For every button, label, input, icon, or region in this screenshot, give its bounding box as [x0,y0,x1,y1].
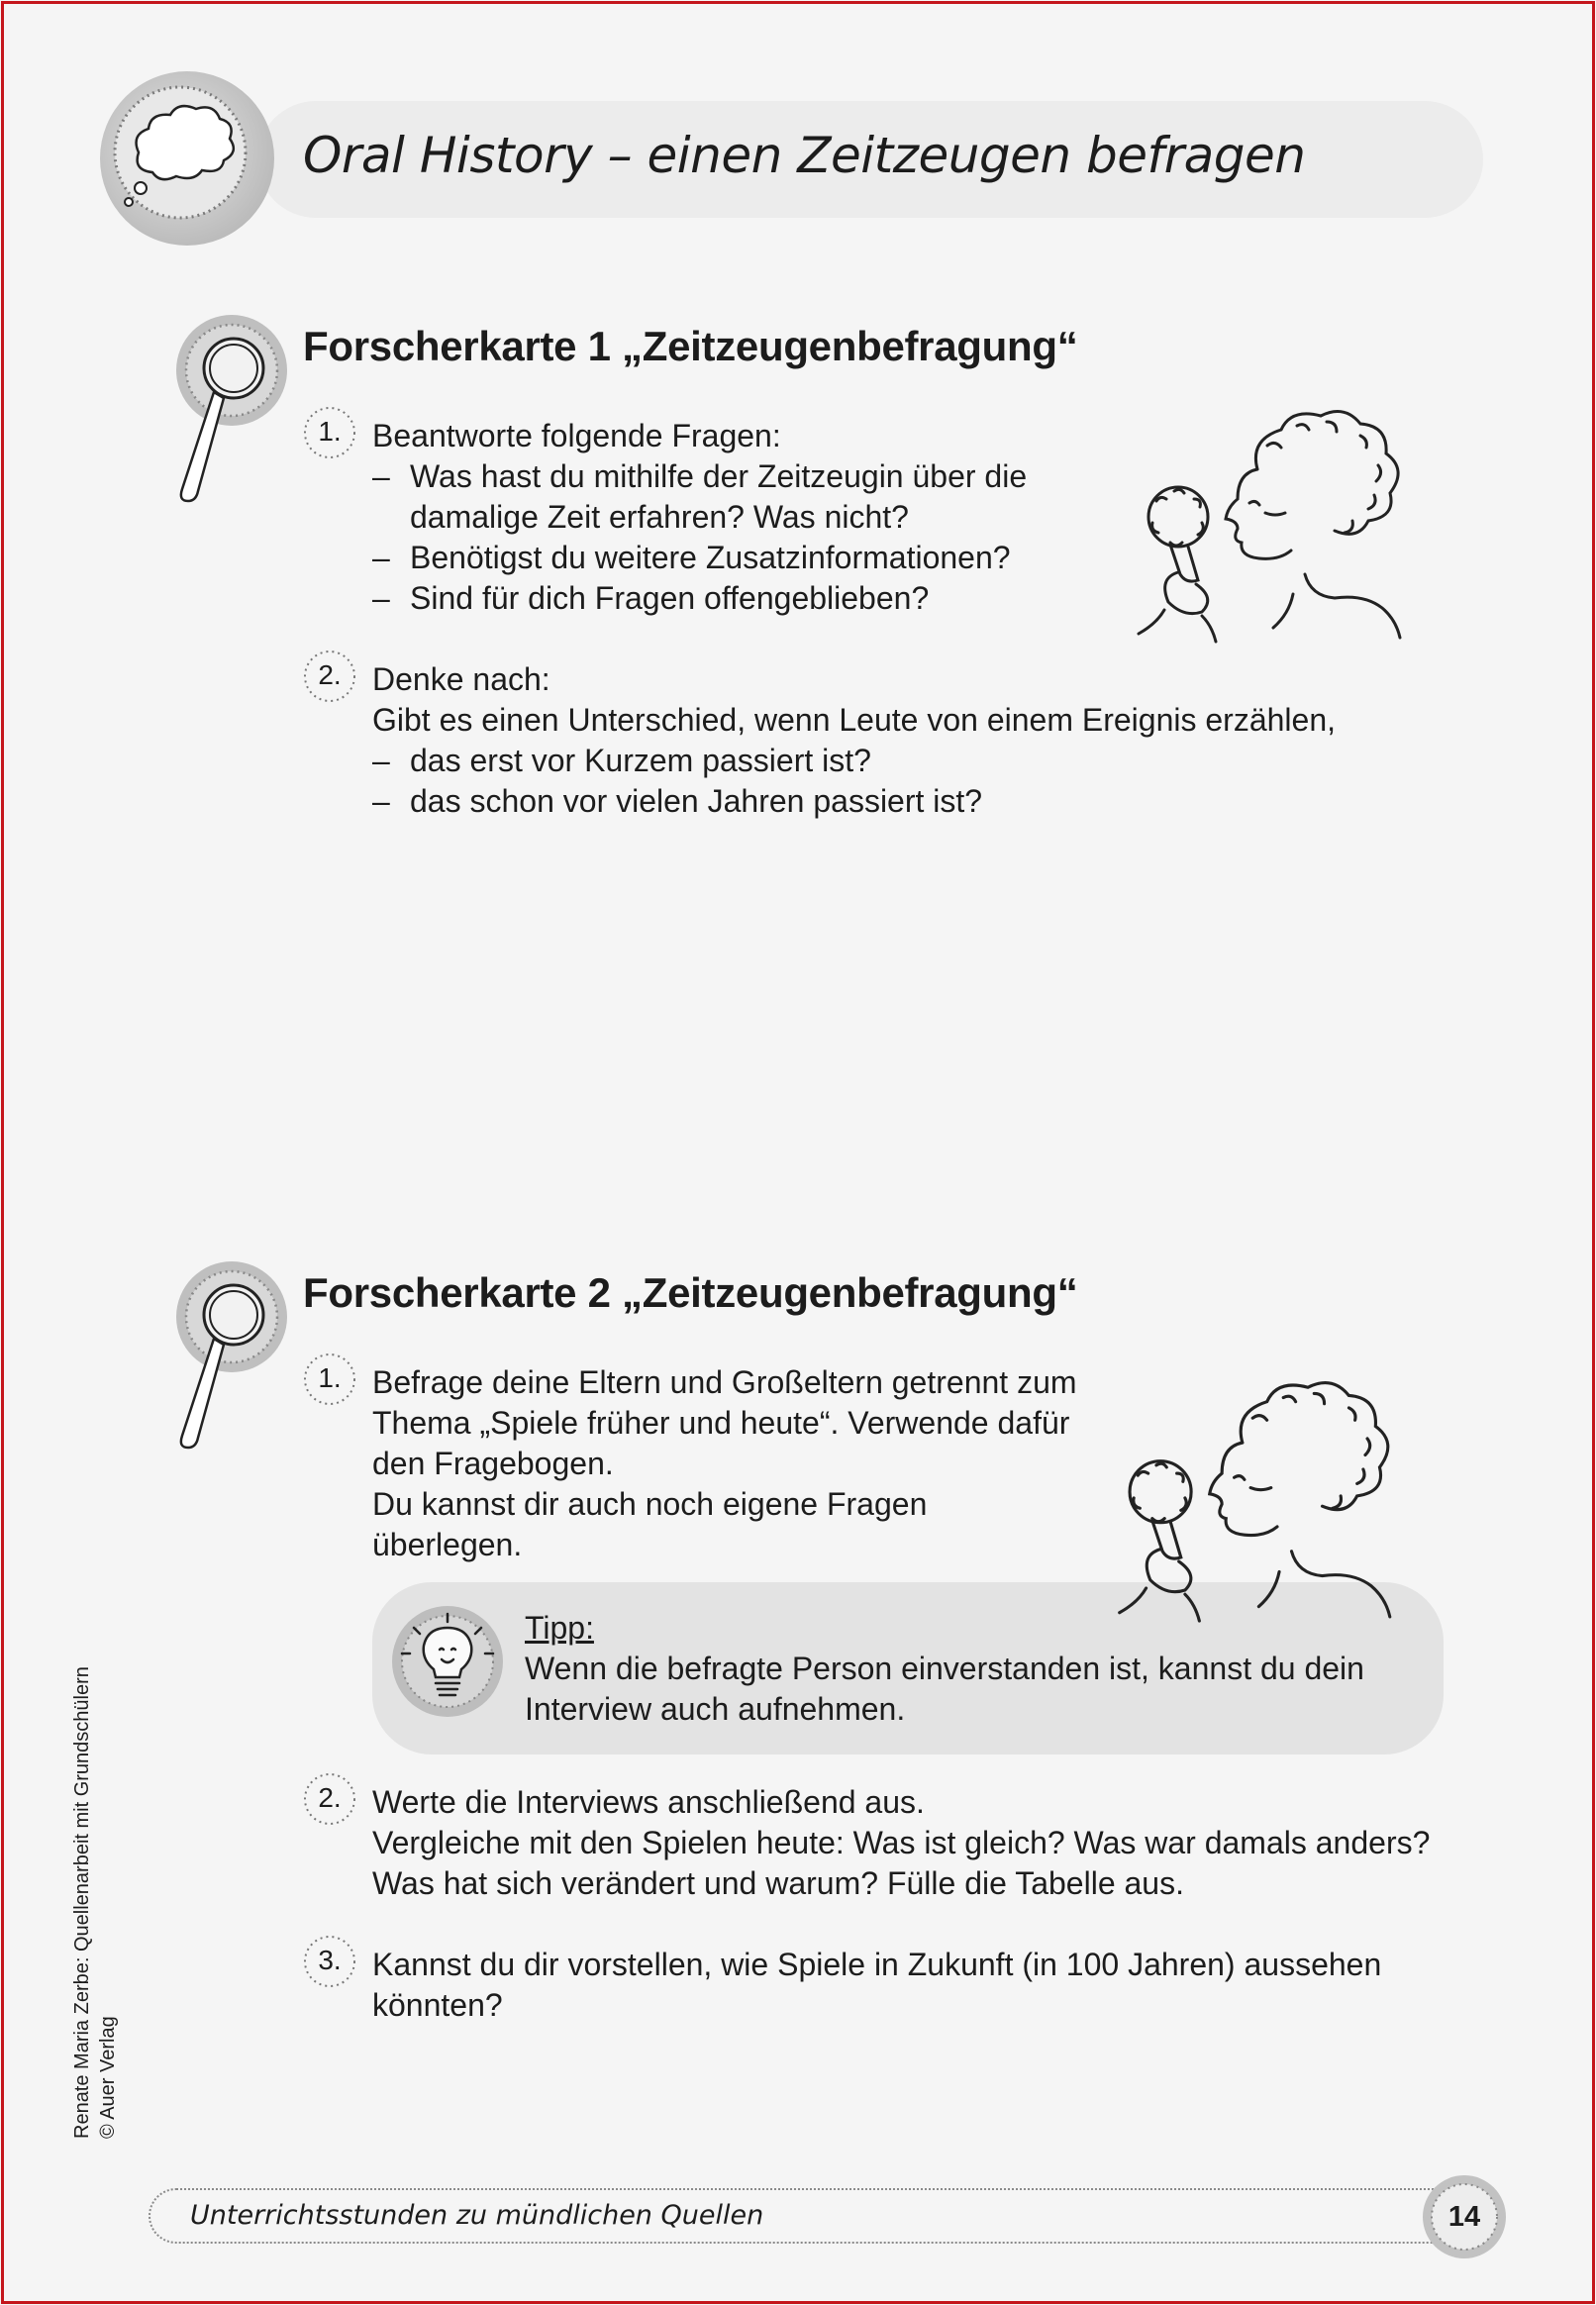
task-number: 2. [318,1782,342,1813]
list-item: – Benötigst du weitere Zusatzinformationen? [372,538,1027,578]
child-with-microphone-illustration [1119,406,1406,644]
card1-title: Forscherkarte 1 „Zeitzeugenbefragung“ [303,323,1078,369]
footer-text: Unterrichtsstunden zu mündlichen Quellen [190,2200,764,2231]
magnifier-icon [170,315,289,503]
task-number: 2. [318,659,342,690]
card1-task1 [372,416,1027,619]
list-item: – Sind für dich Fragen offengeblieben? [372,578,1027,619]
card2-task1: Befrage deine Eltern und Großeltern getrennt zum Thema „Spiele früher und heute“. Verwende dafür den Fragebogen. Du kannst dir auch noch eigene Fragen überlegen. [372,1364,1077,1562]
child-with-microphone-illustration [1099,1376,1396,1624]
card1-task2: Denke nach: Gibt es einen Unterschied, wenn Leute von einem Ereignis erzählen, – das erst vor Kurzem passiert ist? – das schon vor vielen Jahren passiert ist? [372,659,1336,822]
task-number: 1. [318,1362,342,1393]
card2-title: Forscherkarte 2 „Zeitzeugenbefragung“ [303,1269,1078,1316]
task-intro: Beantworte folgende Fragen: [372,418,781,453]
author-credit: Renate Maria Zerbe: Quellenarbeit mit Grundschülern © Auer Verlag [71,1666,119,2139]
thought-cloud-icon [99,61,275,251]
page-title: Oral History – einen Zeitzeugen befragen [303,127,1306,184]
tip-title: Tipp: [525,1610,594,1646]
list-item: – Was hast du mithilfe der Zeitzeugin über die damalige Zeit erfahren? Was nicht? [372,456,1027,538]
page-number: 14 [1447,2201,1481,2233]
list-item: – das schon vor vielen Jahren passiert ist? [372,781,1336,822]
list-item: – das erst vor Kurzem passiert ist? [372,741,1336,781]
card2-task3: Kannst du dir vorstellen, wie Spiele in Zukunft (in 100 Jahren) aussehen könnten? [372,1947,1382,2023]
lightbulb-icon [390,1604,505,1719]
tip-text: Tipp: Wenn die befragte Person einverstanden ist, kannst du dein Interview auch aufnehmen. [525,1610,1364,1727]
magnifier-icon [170,1261,289,1450]
card2-task2: Werte die Interviews anschließend aus. Vergleiche mit den Spielen heute: Was ist gleich? Was war damals anders? Was hat sich verändert und warum? Fülle die Tabelle aus. [372,1784,1431,1901]
task-number: 3. [318,1945,342,1975]
task-number: 1. [318,416,342,447]
